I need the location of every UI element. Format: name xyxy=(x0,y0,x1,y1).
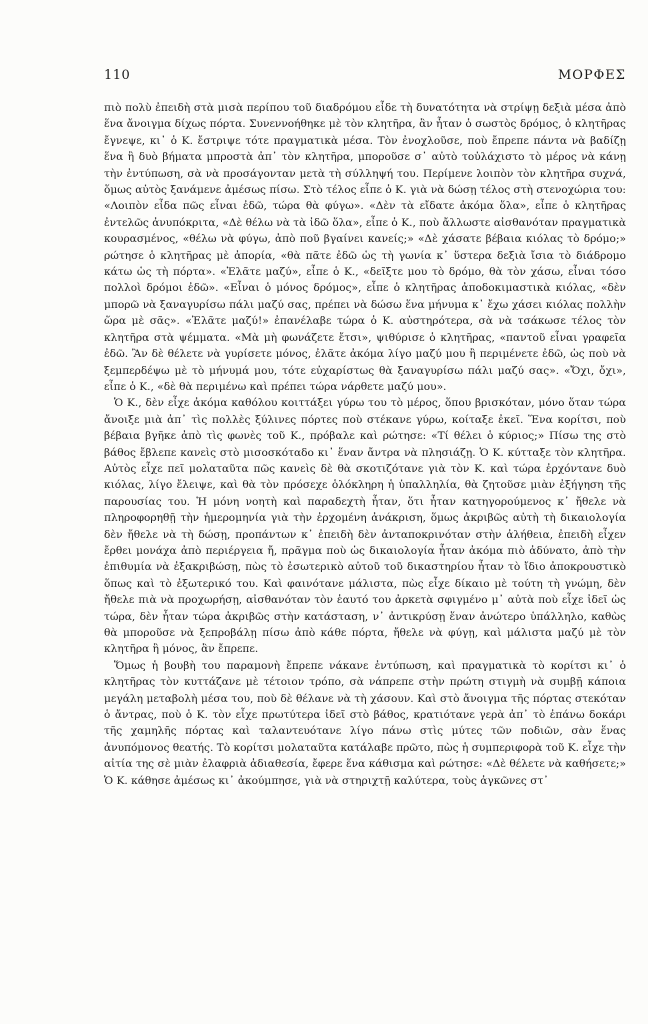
paragraph: πιὸ πολὺ ἐπειδὴ στὰ μισὰ περίπου τοῦ διαδρόμου εἶδε τὴ δυνατότητα νὰ στρίψῃ δεξιὰ μέσα ἀπὸ ἕνα ἄνοιγμα δίχως πόρτα. Συνεννοήθηκε μὲ τὸν κλητῆρα, ἂν ἦταν ὁ σωστὸς δρόμος, ὁ κλητῆρας ἔγνεψε, κι᾽ ὁ Κ. ἔστριψε τότε πραγματικὰ μέσα. Τὸν ἐνοχλοῦσε, ποὺ ἔπρεπε πάντα νὰ βαδίζῃ ἕνα ἢ δυὸ βήματα μπροστὰ ἀπ᾽ τὸν κλητῆρα, μποροῦσε σ᾽ αὐτὸ τοὐλάχιστο τὸ μέρος νὰ κάνῃ τὴν ἐντύπωση, σὰ νὰ προσάγονταν μετὰ τὴ σύλληψή του. Περίμενε λοιπὸν τὸν κλητῆρα συχνά, ὅμως αὐτὸς ξανάμενε ἀμέσως πίσω. Στὸ τέλος εἶπε ὁ Κ. γιὰ νὰ δώσῃ τέλος στὴ στενοχώρια του: «Λοιπὸν εἶδα πῶς εἶναι ἐδῶ, τώρα θὰ φύγω». «Δὲν τὰ εἴδατε ἀκόμα ὅλα», εἶπε ὁ κλητῆρας ἐντελῶς ἀνυπόκριτα, «Δὲ θέλω νὰ τὰ ἰδῶ ὅλα», εἶπε ὁ Κ., ποὺ ἄλλωστε αἰσθανόταν πραγματικὰ κουρασμένος, «θέλω νὰ φύγω, ἀπὸ ποῦ βγαίνει κανείς;» «Δὲ χάσατε βέβαια κιόλας τὸ δρόμο;» ρώτησε ὁ κλητῆρας μὲ ἀπορία, «θὰ πᾶτε ἐδῶ ὡς τὴ γωνία κ᾽ ὕστερα δεξιὰ ἴσια τὸ διάδρομο κάτω ὡς τὴ πόρτα». «Ἐλᾶτε μαζύ», εἶπε ὁ Κ., «δεῖξτε μου τὸ δρόμο, θὰ τὸν χάσω, εἶναι τόσο πολλοὶ δρόμοι ἐδῶ». «Εἶναι ὁ μόνος δρόμος», εἶπε ὁ κλητῆρας ἀποδοκιμαστικὰ κιόλας, «δὲν μπορῶ νὰ ξαναγυρίσω πάλι μαζύ σας, πρέπει νὰ δώσω ἕνα μήνυμα κ᾽ ἔχω χάσει κιόλας πολλὴν ὥρα μὲ σᾶς». «Ἐλᾶτε μαζύ!» ἐπανέλαβε τώρα ὁ Κ. αὐστηρότερα, σὰ νὰ τσάκωσε τέλος τὸν κλητῆρα στὰ ψέμματα. «Μὰ μὴ φωνάζετε ἔτσι», ψιθύρισε ὁ κλητῆρας, «παντοῦ εἶναι γραφεῖα ἐδῶ. Ἂν δὲ θέλετε νὰ γυρίσετε μόνος, ἐλᾶτε ἀκόμα λίγο μαζύ μου ἢ περιμένετε ἐδῶ, ὡς ποὺ νὰ ξεμπερδέψω μὲ τὸ μήνυμά μου, τότε εὐχαρίστως θὰ ξαναγυρίσω πάλι μαζύ σας». «Ὄχι, ὄχι», εἶπε ὁ Κ., «δὲ θὰ περιμένω καὶ πρέπει τώρα νάρθετε μαζύ μου». xyxy=(104,102,626,393)
running-title: ΜΟΡΦΕΣ xyxy=(557,68,626,83)
page-header xyxy=(104,68,626,88)
paragraph: Ὁ Κ., δὲν εἶχε ἀκόμα καθόλου κοιττάξει γύρω του τὸ μέρος, ὅπου βρισκόταν, μόνο ὅταν τώρα ἄνοιξε μιὰ ἀπ᾽ τὶς πολλὲς ξύλινες πόρτες ποὺ στέκανε γύρω, κοίταξε ἐκεῖ. Ἕνα κορίτσι, ποὺ βέβαια βγῆκε ἀπὸ τὶς φωνὲς τοῦ Κ., πρόβαλε καὶ ρώτησε: «Τί θέλει ὁ κύριος;» Πίσω της στὸ βάθος ἔβλεπε κανεὶς στὸ μισοσκόταδο κι᾽ ἕναν ἄντρα νὰ πλησιάζῃ. Ὁ Κ. κύτταξε τὸν κλητῆρα. Αὐτὸς εἶχε πεῖ μολαταῦτα πῶς κανεὶς δὲ θὰ σκοτιζότανε γιὰ τὸν Κ. καὶ τώρα ἐρχόντανε δυὸ κιόλας, λίγο ἔλειψε, καὶ θὰ τὸν πρόσεχε ὁλόκληρη ἡ ὑπαλληλία, θὰ ζητοῦσε μιὰν ἐξήγηση τῆς παρουσίας του. Ἡ μόνη νοητὴ καὶ παραδεχτὴ ἦταν, ὅτι ἦταν κατηγορούμενος κ᾽ ἤθελε νὰ πληροφορηθῇ τὴν ἡμερομηνία γιὰ τὴν ἐρχομένη ἀνάκριση, ὅμως ἀκριβῶς αὐτὴ τὴ δικαιολογία δὲν ἤθελε νὰ τὴ δώσῃ, προπάντων κ᾽ ἐπειδὴ δὲν ἀνταποκρινόταν στὴν ἀλήθεια, ἐπειδὴ εἶχεν ἔρθει μονάχα ἀπὸ περιέργεια ἤ, πρᾶγμα ποὺ ὡς δικαιολογία ἦταν ἀκόμα πιὸ ἀδύνατο, ἀπὸ τὴν ἐπιθυμία νὰ ἐξακριβώσῃ, πὼς τὸ ἐσωτερικὸ αὐτοῦ τοῦ δικαστηρίου ἦταν τὸ ἴδιο ἀποκρουστικὸ ὅπως καὶ τὸ ἐξωτερικό του. Καὶ φαινότανε μάλιστα, πὼς εἶχε δίκαιο μὲ τούτη τὴ γνώμη, δὲν ἤθελε πιὰ νὰ προχωρήσῃ, αἰσθανόταν τὸν ἑαυτό του ἀρκετὰ σφιγμένο μ᾽ αὐτὰ ποὺ εἶχε ἰδεῖ ὡς τώρα, δὲν ἦταν τώρα ἀκριβῶς στὴν κατάσταση, ν᾽ ἀντικρύσῃ ἕναν ἀνώτερο ὑπάλληλο, καθὼς θὰ μποροῦσε νὰ ξεπροβάλῃ πίσω ἀπὸ κάθε πόρτα, ἤθελε νὰ φύγῃ, καὶ μάλιστα μαζύ μὲ τὸν κλητῆρα ἢ μόνος, ἂν ἔπρεπε. xyxy=(104,397,626,656)
page-number: 110 xyxy=(104,68,131,83)
body-text xyxy=(104,100,626,789)
paragraph: Ὅμως ἡ βουβὴ του παραμονὴ ἔπρεπε νάκανε ἐντύπωση, καὶ πραγματικὰ τὸ κορίτσι κι᾽ ὁ κλητῆρας τὸν κυττάζανε μὲ τέτοιον τρόπο, σὰ νάπρεπε στὴν πρώτη στιγμὴ νὰ συμβῇ κάποια μεγάλη μεταβολὴ μέσα του, ποὺ δὲ θέλανε νὰ τὴ χάσουν. Καὶ στὸ ἄνοιγμα τῆς πόρτας στεκόταν ὁ ἄντρας, ποὺ ὁ Κ. τὸν εἶχε πρωτύτερα ἰδεῖ στὸ βάθος, κρατιότανε γερὰ ἀπ᾽ τὸ ἐπάνω δοκάρι τῆς χαμηλῆς πόρτας καὶ ταλαντευότανε λίγο πάνω στὶς μύτες τῶν ποδιῶν, σὰν ἕνας ἀνυπόμονος θεατής. Τὸ κορίτσι μολαταῦτα κατάλαβε πρῶτο, πὼς ἡ συμπεριφορὰ τοῦ Κ. εἶχε τὴν αἰτία της σὲ μιὰν ἐλαφριὰ ἀδιαθεσία, ἔφερε ἕνα κάθισμα καὶ ρώτησε: «Δὲ θέλετε νὰ καθήσετε;» Ὁ Κ. κάθησε ἀμέσως κι᾽ ἀκούμπησε, γιὰ νὰ στηριχτῇ καλύτερα, τοὺς ἀγκῶνες στ᾽ xyxy=(104,659,626,787)
